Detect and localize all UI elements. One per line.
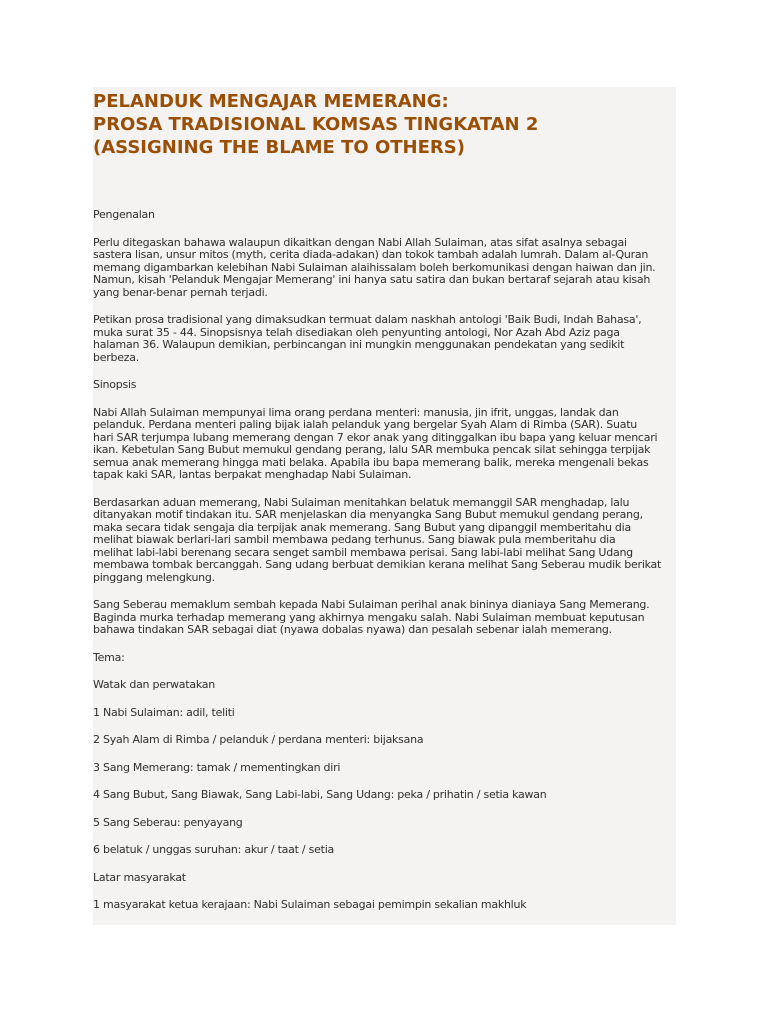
paragraph-4 xyxy=(93,497,676,585)
text-line: semua anak memerang hingga mati belaka. Apabila ibu bapa memerang balik, mereka mengenali bekas xyxy=(93,455,649,469)
document-body xyxy=(93,209,676,912)
text-line: Berdasarkan aduan memerang, Nabi Sulaiman menitahkan belatuk memanggil SAR menghadap, lalu xyxy=(93,495,630,509)
text-line: muka surat 35 - 44. Sinopsisnya telah disediakan oleh penyunting antologi, Nor Azah Abd Aziz paga xyxy=(93,325,620,339)
list-item: 3 Sang Memerang: tamak / mementingkan diri xyxy=(93,760,341,774)
text-line: tapak kaki SAR, lantas berpakat menghadap Nabi Sulaiman. xyxy=(93,468,412,481)
title-line-2: PROSA TRADISIONAL KOMSAS TINGKATAN 2 xyxy=(93,114,539,135)
list-item: 1 Nabi Sulaiman: adil, teliti xyxy=(93,705,235,719)
text-line: memang digambarkan kelebihan Nabi Sulaiman alaihissalam boleh berkomunikasi dengan haiwan dan jin. xyxy=(93,260,656,274)
text-line: ditanyakan motif tindakan itu. SAR menjelaskan dia menyangka Sang Bubut memukul gendang perang, xyxy=(93,508,643,521)
text-line: Sang Seberau memaklum sembah kepada Nabi Sulaiman perihal anak bininya dianiaya Sang Memerang. xyxy=(93,598,650,611)
text-line: pinggang melengkung. xyxy=(93,570,215,584)
heading-tema: Tema: xyxy=(93,650,125,664)
text-line: Perlu ditegaskan bahawa walaupun dikaitkan dengan Nabi Allah Sulaiman, atas sifat asalnya sebagai xyxy=(93,235,627,249)
paragraph-2 xyxy=(93,314,676,364)
text-line: melihat biawak berlari-lari sambil membawa pedang terhunus. Sang biawak pula memberitahu dia xyxy=(93,533,616,546)
list-item: 4 Sang Bubut, Sang Biawak, Sang Labi-labi, Sang Udang: peka / prihatin / setia kawan xyxy=(93,788,547,801)
text-line: melihat labi-labi berenang secara senget sambil membawa perisai. Sang labi-labi melihat Sang Udang xyxy=(93,545,633,559)
text-line: yang benar-benar pernah terjadi. xyxy=(93,285,268,299)
text-line: membawa tombak bercanggah. Sang udang berbuat demikian kerana melihat Sang Seberau mudik berikat xyxy=(93,558,662,571)
text-line: berbeza. xyxy=(93,350,140,364)
paragraph-3 xyxy=(93,407,676,482)
heading-sinopsis: Sinopsis xyxy=(93,378,137,391)
list-item: 5 Sang Seberau: penyayang xyxy=(93,815,243,829)
text-line: Baginda murka terhadap memerang yang akhirnya mengaku salah. Nabi Sulaiman membuat keputusan xyxy=(93,610,645,624)
text-line: pelanduk. Perdana menteri paling bijak ialah pelanduk yang bergelar Syah Alam di Rimba (SAR). Suatu xyxy=(93,418,638,431)
heading-watak: Watak dan perwatakan xyxy=(93,678,215,691)
document-title xyxy=(93,90,676,159)
list-item: 6 belatuk / unggas suruhan: akur / taat / setia xyxy=(93,843,334,856)
list-item: 1 masyarakat ketua kerajaan: Nabi Sulaiman sebagai pemimpin sekalian makhluk xyxy=(93,898,527,911)
heading-latar: Latar masyarakat xyxy=(93,870,186,884)
text-line: bahawa tindakan SAR sebagai diat (nyawa dobalas nyawa) dan pesalah sebenar ialah memerang. xyxy=(93,623,612,636)
text-line: Namun, kisah 'Pelanduk Mengajar Memerang' ini hanya satu satira dan bukan bertaraf sejarah atau kisah xyxy=(93,273,651,286)
title-line-1: PELANDUK MENGAJAR MEMERANG: xyxy=(93,91,449,112)
text-line: hari SAR terjumpa lubang memerang dengan 7 ekor anak yang ditinggalkan ibu bapa yang keluar mencari xyxy=(93,430,658,444)
text-line: halaman 36. Walaupun demikian, perbincangan ini mungkin menggunakan pendekatan yang sedikit xyxy=(93,338,625,351)
paragraph-5 xyxy=(93,599,676,637)
list-item: 2 Syah Alam di Rimba / pelanduk / perdana menteri: bijaksana xyxy=(93,733,424,746)
text-line: sastera lisan, unsur mitos (myth, cerita diada-adakan) dan tokok tambah adalah lumrah. Dalam al-Quran xyxy=(93,248,649,261)
text-line: Nabi Allah Sulaiman mempunyai lima orang perdana menteri: manusia, jin ifrit, unggas, landak dan xyxy=(93,405,619,419)
paragraph-1 xyxy=(93,237,676,300)
title-line-3: (ASSIGNING THE BLAME TO OTHERS) xyxy=(93,137,465,158)
document-page xyxy=(93,87,676,925)
text-line: Petikan prosa tradisional yang dimaksudkan termuat dalam naskhah antologi 'Baik Budi, Indah Bahasa', xyxy=(93,313,642,326)
text-line: maka secara tidak sengaja dia terpijak anak memerang. Sang Bubut yang dipanggil memberitahu dia xyxy=(93,520,631,534)
heading-pengenalan: Pengenalan xyxy=(93,208,155,221)
text-line: ikan. Kebetulan Sang Bubut memukul gendang perang, lalu SAR membuka pencak silat sehingga terpijak xyxy=(93,443,651,456)
